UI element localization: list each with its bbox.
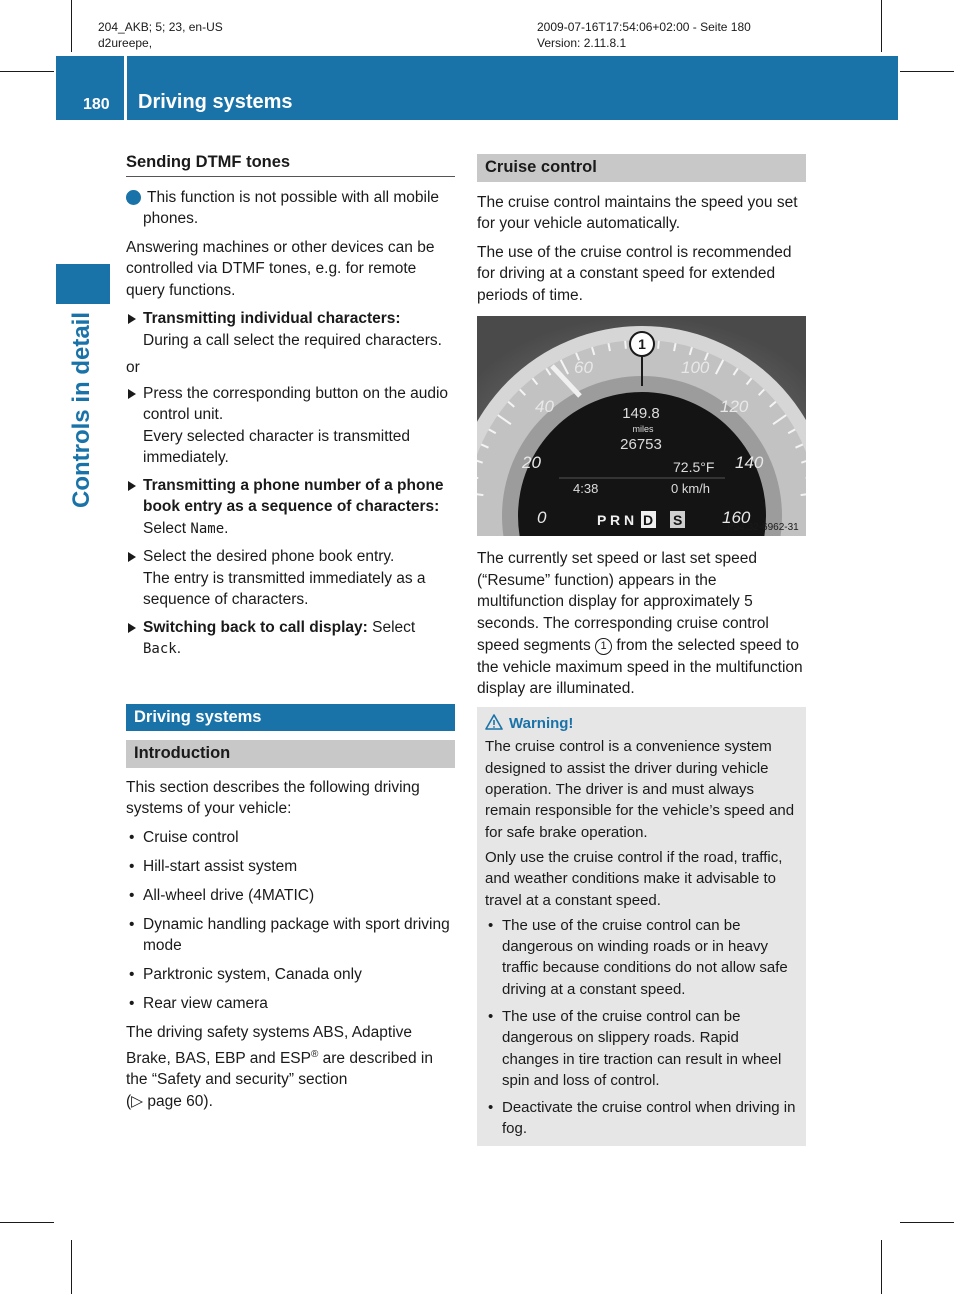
right-column: [477, 154, 806, 1146]
instruction-step: [126, 308, 455, 351]
meta-line: 204_AKB; 5; 23, en-US: [98, 20, 223, 34]
speed-label: 120: [720, 397, 749, 416]
list-item: • The use of the cruise control can be dangerous on winding roads or in heavy traffic because conditions do not allow safe driving at a constant speed.: [485, 915, 798, 1000]
left-column: [122, 152, 455, 1119]
warning-box: [477, 707, 806, 1146]
speed-label: 140: [735, 453, 764, 472]
list-item: • Cruise control: [126, 827, 455, 849]
trip-readout: 149.8: [622, 405, 660, 422]
section-heading-driving-systems: Driving systems: [126, 704, 455, 732]
instruction-step: Transmitting a phone number of a phone book entry as a sequence of characters: Select Name.: [126, 475, 455, 541]
crop-mark: [900, 71, 954, 72]
dtmf-heading: Sending DTMF tones: [126, 152, 455, 177]
list-item: • Parktronic system, Canada only: [126, 964, 455, 986]
list-item: • Rear view camera: [126, 993, 455, 1015]
warning-triangle-icon: [485, 714, 503, 730]
warning-title-row: [485, 713, 798, 735]
list-item: • Dynamic handling package with sport driving mode: [126, 914, 455, 957]
meta-line: Version: 2.11.8.1: [537, 36, 627, 50]
crop-mark: [900, 1222, 954, 1223]
print-meta-left: [98, 19, 223, 51]
speed-label: 0: [537, 508, 547, 527]
info-note-text: This function is not possible with all mobile phones.: [143, 188, 440, 227]
step-text: During a call select the required characters.: [143, 331, 442, 349]
instrument-cluster-figure: [477, 316, 806, 536]
instruction-step: Switching back to call display: Select Back.: [126, 617, 455, 661]
info-icon: i: [126, 190, 141, 205]
step-text: The entry is transmitted immediately as a sequence of characters.: [143, 569, 426, 608]
crop-mark: [881, 0, 882, 52]
or-text: or: [126, 359, 140, 376]
figure-reference: P54.32-6962-31: [727, 522, 799, 533]
menu-item-code: Back: [143, 641, 177, 657]
crop-mark: [0, 1222, 54, 1223]
list-item: • All-wheel drive (4MATIC): [126, 885, 455, 907]
speedometer-tick: [625, 341, 626, 349]
side-tab-label: Controls in detail: [68, 311, 95, 509]
instruction-step: [126, 383, 455, 469]
meta-line: d2ureepe,: [98, 36, 153, 50]
active-gear: D: [643, 512, 654, 528]
callout-number-ref: 1: [595, 638, 612, 655]
info-note: [122, 187, 455, 230]
crop-mark: [71, 0, 72, 52]
instruction-step: [126, 546, 455, 611]
crop-mark: [0, 71, 54, 72]
header-divider: [124, 56, 127, 120]
temperature-readout: 72.5°F: [673, 459, 715, 475]
speed-label: 60: [574, 358, 593, 377]
systems-intro: This section describes the following driving systems of your vehicle:: [126, 778, 420, 817]
speed-label: 20: [522, 453, 541, 472]
side-tab-marker: [56, 264, 110, 304]
speed-readout: 0 km/h: [671, 481, 711, 496]
step-text: Every selected character is transmitted immediately.: [143, 427, 411, 466]
step-text: Select: [143, 519, 187, 537]
list-item: • Hill-start assist system: [126, 856, 455, 878]
warning-title: Warning!: [509, 714, 574, 732]
safety-text: are described in the “Safety and security” section: [126, 1049, 433, 1089]
cruise-p3-text: from the selected speed to the vehicle maximum speed in the multifunction display are illuminated.: [477, 636, 803, 698]
unit-readout: miles: [632, 424, 654, 434]
crop-mark: [71, 1240, 72, 1294]
print-meta-right: [537, 19, 751, 51]
speed-label: 40: [535, 397, 554, 416]
step-title: Transmitting individual characters:: [143, 310, 401, 327]
warning-list: [485, 915, 798, 1140]
speedometer-tick: [658, 341, 659, 349]
cruise-p2: The use of the cruise control is recommended for driving at a constant speed for extended periods of time.: [477, 243, 792, 304]
menu-item-code: Name: [190, 520, 225, 537]
step-title: Transmitting a phone number of a phone book entry as a sequence of characters:: [143, 476, 444, 515]
list-item: • Deactivate the cruise control when driving in fog.: [485, 1097, 798, 1140]
page-number: 180: [83, 96, 110, 113]
warning-p1: The cruise control is a convenience system designed to assist the driver during vehicle operation. The driver is and must always remain responsible for the vehicle’s speed and for safe brake operation.: [485, 738, 795, 841]
chapter-title: Driving systems: [138, 91, 293, 113]
sub-heading-introduction: Introduction: [126, 740, 455, 768]
meta-line: 2009-07-16T17:54:06+02:00 - Seite 180: [537, 20, 751, 34]
safety-reference: [126, 1022, 455, 1112]
odometer-readout: 26753: [620, 436, 662, 453]
step-text: Press the corresponding button on the audio control unit.: [143, 384, 449, 423]
callout-number: 1: [638, 336, 646, 352]
step-title: Switching back to call display:: [143, 618, 368, 636]
warning-body: [485, 736, 798, 1139]
clock-readout: 4:38: [573, 481, 599, 496]
cruise-p3-text: The currently set speed or last set speed (“Resume” function) appears in the multifunction display for approximately 5 seconds. The corresponding cruise control speed segments: [477, 550, 769, 654]
speed-label: 160: [722, 508, 751, 527]
crop-mark: [881, 1240, 882, 1294]
cruise-p1: The cruise control maintains the speed you set for your vehicle automatically.: [477, 193, 798, 232]
safety-text: The driving safety systems ABS, Adaptive Brake, BAS, EBP and ESP: [126, 1024, 413, 1067]
step-text: Select the desired phone book entry.: [143, 548, 395, 565]
page-reference-link[interactable]: (▷ page 60).: [126, 1092, 213, 1110]
gear-indicator: P R N: [597, 512, 635, 528]
dtmf-intro: Answering machines or other devices can be controlled via DTMF tones, e.g. for remote query functions.: [126, 238, 435, 299]
cruise-p3: [477, 548, 806, 700]
speed-label: 100: [681, 358, 710, 377]
speedometer-illustration: [477, 316, 806, 536]
systems-list: [126, 827, 455, 1015]
list-item: • The use of the cruise control can be dangerous on slippery roads. Rapid changes in tire traction can result in wheel spin and loss of control.: [485, 1006, 798, 1091]
step-text: Select: [372, 618, 416, 636]
sport-mode-indicator: S: [673, 512, 683, 528]
cruise-control-heading: Cruise control: [477, 154, 806, 182]
registered-mark: ®: [310, 1048, 319, 1060]
warning-p2: Only use the cruise control if the road, traffic, and weather conditions make it advisable to travel at a constant speed.: [485, 848, 783, 909]
